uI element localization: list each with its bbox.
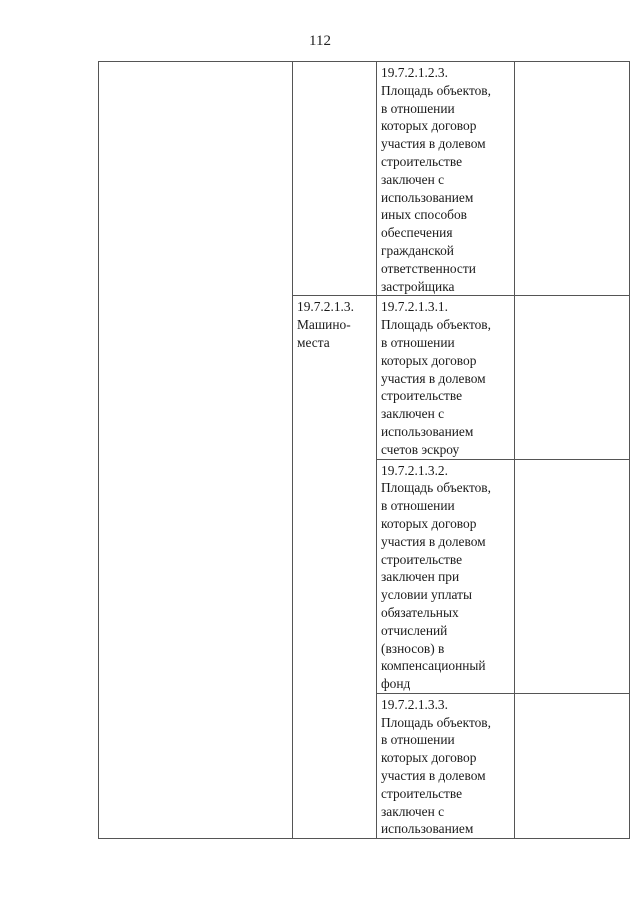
indicator-text: 19.7.2.1.3.2. Площадь объектов, в отношении которых договор участия в долевом строительстве заключен при условии уплаты обязательных отчислений (взносов) в компенсационный фонд — [381, 462, 491, 692]
table-cell-category — [293, 62, 377, 296]
table-cell-value — [515, 693, 630, 838]
table-cell-indicator — [377, 62, 515, 296]
table-cell-indicator — [377, 296, 515, 459]
table-cell-indicator — [377, 693, 515, 838]
indicator-text: 19.7.2.1.3.1. Площадь объектов, в отношении которых договор участия в долевом строительстве заключен с использованием счетов эскроу — [381, 299, 491, 457]
table-cell-indicator — [377, 459, 515, 693]
indicator-text: 19.7.2.1.2.3. Площадь объектов, в отношении которых договор участия в долевом строительстве заключен с использованием иных способов обеспечения гражданской ответственности застройщика — [381, 65, 491, 294]
table-cell-value — [515, 459, 630, 693]
table-row — [99, 62, 630, 296]
category-text: 19.7.2.1.3. Машино- места — [297, 299, 354, 350]
page-number: 112 — [309, 33, 331, 49]
table-cell-category — [293, 296, 377, 839]
document-table — [98, 61, 630, 839]
table-cell-section — [99, 62, 293, 839]
table-cell-value — [515, 296, 630, 459]
table-cell-value — [515, 62, 630, 296]
indicator-text: 19.7.2.1.3.3. Площадь объектов, в отношении которых договор участия в долевом строительстве заключен с использованием — [381, 696, 491, 837]
